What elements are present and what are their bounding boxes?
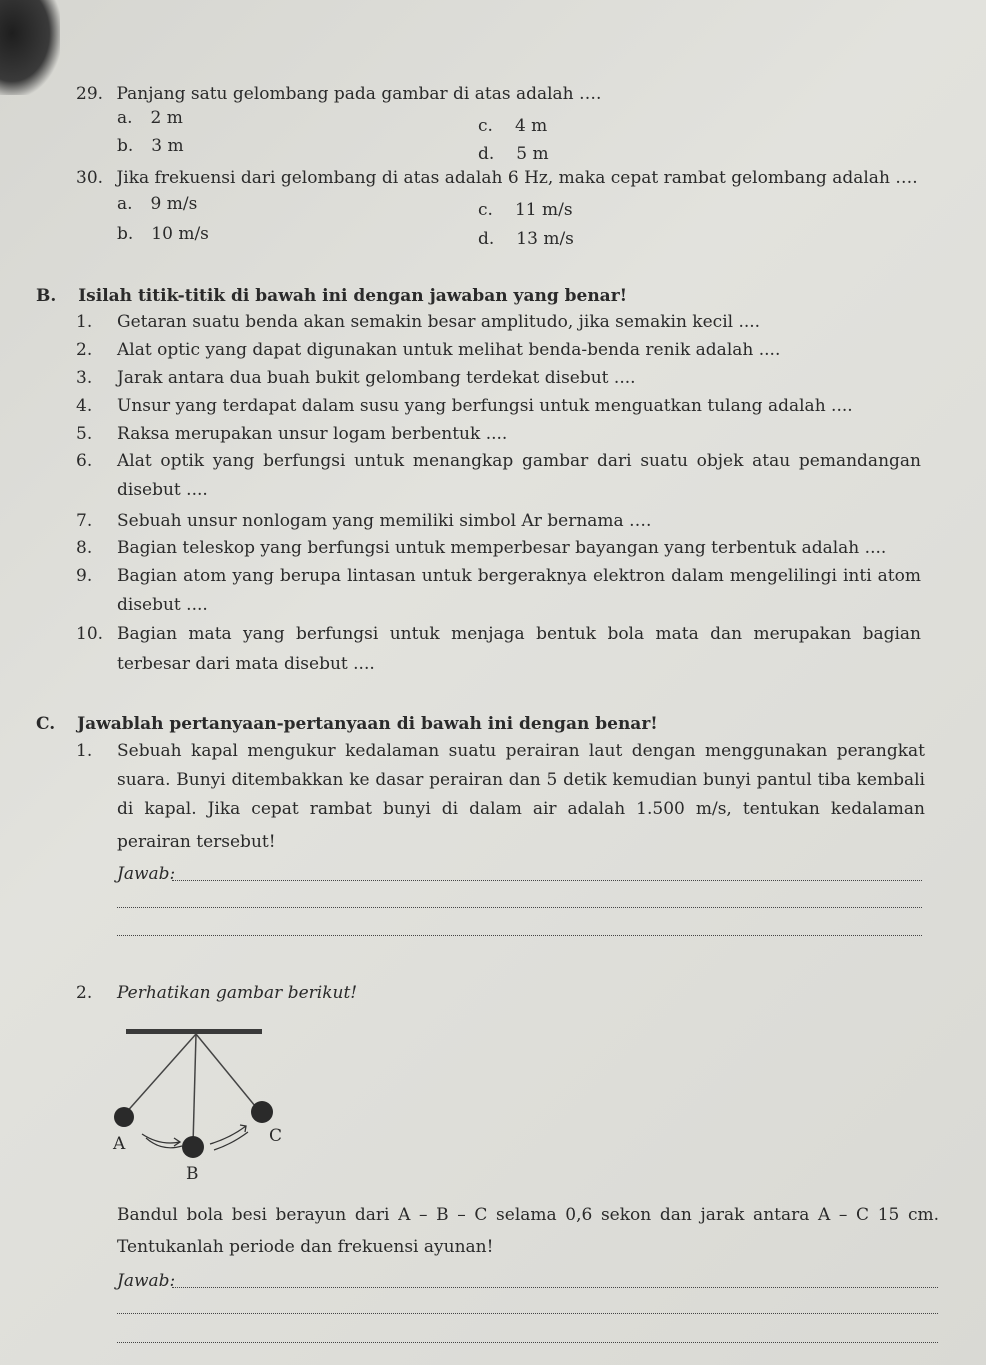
fill-item-5 [76, 424, 508, 444]
question-29 [76, 86, 601, 103]
item-number: 4. [76, 396, 93, 416]
bob-position-b [182, 1136, 204, 1158]
item-number: 1. [76, 741, 93, 761]
option-value: 4 m [514, 116, 548, 136]
label-b: B [186, 1164, 199, 1184]
answer-label: Jawab: [117, 1271, 176, 1291]
section-letter: B. [36, 286, 57, 306]
item-text-continued: disebut .... [117, 595, 208, 615]
item-number: 7. [76, 511, 93, 531]
answer-line[interactable] [172, 1287, 938, 1288]
option-value: 10 m/s [151, 224, 209, 244]
essay-text: perairan tersebut! [117, 832, 276, 852]
answer-line[interactable] [117, 935, 922, 936]
fill-item-3 [76, 368, 636, 388]
question-text: Panjang satu gelombang pada gambar di atas adalah …. [116, 84, 602, 104]
option-value: 5 m [516, 144, 549, 164]
answer-line[interactable] [117, 1313, 938, 1314]
item-text: Raksa merupakan unsur logam berbentuk .... [117, 424, 508, 444]
section-c-heading [36, 716, 658, 733]
arrow-b-to-c [210, 1126, 246, 1144]
item-number: 2. [76, 983, 93, 1003]
bob-position-a [114, 1107, 134, 1127]
fill-item-4 [76, 396, 853, 416]
option-value: 13 m/s [516, 229, 574, 249]
section-letter: C. [36, 714, 56, 734]
string-center [193, 1034, 196, 1145]
page-corner-shadow [0, 0, 60, 95]
item-number: 5. [76, 424, 93, 444]
fill-item-10 [76, 626, 103, 643]
option-letter: c. [478, 116, 493, 136]
item-text: Bagian teleskop yang berfungsi untuk memperbesar bayangan yang terbentuk adalah .... [117, 538, 887, 558]
bob-position-c [251, 1101, 273, 1123]
essay-text: Sebuah kapal mengukur kedalaman suatu perairan laut dengan menggunakan perangkat [117, 741, 925, 761]
option-a [117, 196, 197, 213]
essay-text: di kapal. Jika cepat rambat bunyi di dalam air adalah 1.500 m/s, tentukan kedalaman [117, 799, 925, 819]
essay-question-2 [76, 983, 358, 1003]
item-text: Unsur yang terdapat dalam susu yang berfungsi untuk menguatkan tulang adalah .... [117, 396, 853, 416]
option-d [478, 231, 574, 248]
option-letter: a. [117, 108, 133, 128]
section-b-heading [36, 288, 627, 305]
item-number: 6. [76, 451, 93, 471]
option-d [478, 146, 549, 163]
option-value: 3 m [151, 136, 184, 156]
fill-item-6 [76, 453, 92, 470]
item-text: Bagian atom yang berupa lintasan untuk bergeraknya elektron dalam mengelilingi inti atom [117, 566, 921, 586]
option-value: 2 m [150, 108, 183, 128]
fill-item-1 [76, 312, 761, 332]
string-right [196, 1034, 260, 1112]
item-text: Jarak antara dua buah bukit gelombang terdekat disebut .... [117, 368, 636, 388]
string-left [124, 1034, 196, 1115]
item-number: 3. [76, 368, 93, 388]
question-number: 30. [76, 168, 104, 188]
option-letter: d. [478, 229, 495, 249]
item-text: Alat optik yang berfungsi untuk menangkap gambar dari suatu objek atau pemandangan [117, 451, 921, 471]
option-b [117, 226, 209, 243]
option-b [117, 138, 184, 155]
option-a [117, 110, 183, 127]
answer-line[interactable] [117, 907, 922, 908]
option-letter: a. [117, 194, 133, 214]
option-letter: b. [117, 136, 134, 156]
question-number: 29. [76, 84, 104, 104]
option-c [478, 118, 547, 135]
item-number: 2. [76, 340, 93, 360]
answer-line[interactable] [172, 880, 922, 881]
item-number: 10. [76, 624, 104, 644]
pendulum-figure [100, 1020, 300, 1190]
option-c [478, 202, 573, 219]
section-title: Isilah titik-titik di bawah ini dengan jawaban yang benar! [78, 286, 628, 306]
option-letter: d. [478, 144, 495, 164]
fill-item-8 [76, 538, 887, 558]
answer-label: Jawab: [117, 864, 176, 884]
fill-item-7 [76, 511, 652, 531]
option-letter: c. [478, 200, 493, 220]
item-number: 8. [76, 538, 93, 558]
essay-text: Tentukanlah periode dan frekuensi ayunan! [117, 1237, 494, 1257]
option-letter: b. [117, 224, 134, 244]
essay-text: Bandul bola besi berayun dari A – B – C selama 0,6 sekon dan jarak antara A – C 15 cm. [117, 1205, 939, 1225]
pendulum-support [126, 1029, 262, 1034]
question-30 [76, 170, 918, 187]
option-value: 9 m/s [150, 194, 198, 214]
option-value: 11 m/s [514, 200, 573, 220]
essay-text: Perhatikan gambar berikut! [117, 983, 358, 1003]
item-text: Sebuah unsur nonlogam yang memiliki simbol Ar bernama …. [117, 511, 652, 531]
label-c: C [269, 1126, 283, 1146]
item-text-continued: terbesar dari mata disebut .... [117, 654, 375, 674]
item-text: Bagian mata yang berfungsi untuk menjaga bentuk bola mata dan merupakan bagian [117, 624, 921, 644]
essay-text: suara. Bunyi ditembakkan ke dasar perairan dan 5 detik kemudian bunyi pantul tiba kembali [117, 770, 925, 790]
fill-item-2 [76, 340, 781, 360]
label-a: A [113, 1134, 126, 1154]
fill-item-9 [76, 568, 92, 585]
item-text: Alat optic yang dapat digunakan untuk melihat benda-benda renik adalah .... [117, 340, 781, 360]
section-title: Jawablah pertanyaan-pertanyaan di bawah ini dengan benar! [77, 714, 658, 734]
question-text: Jika frekuensi dari gelombang di atas adalah 6 Hz, maka cepat rambat gelombang adalah …. [116, 168, 918, 188]
item-number: 9. [76, 566, 93, 586]
essay-question-1 [76, 743, 92, 760]
item-text: Getaran suatu benda akan semakin besar amplitudo, jika semakin kecil .... [117, 312, 761, 332]
item-number: 1. [76, 312, 93, 332]
answer-line[interactable] [117, 1342, 938, 1343]
item-text-continued: disebut .... [117, 480, 208, 500]
